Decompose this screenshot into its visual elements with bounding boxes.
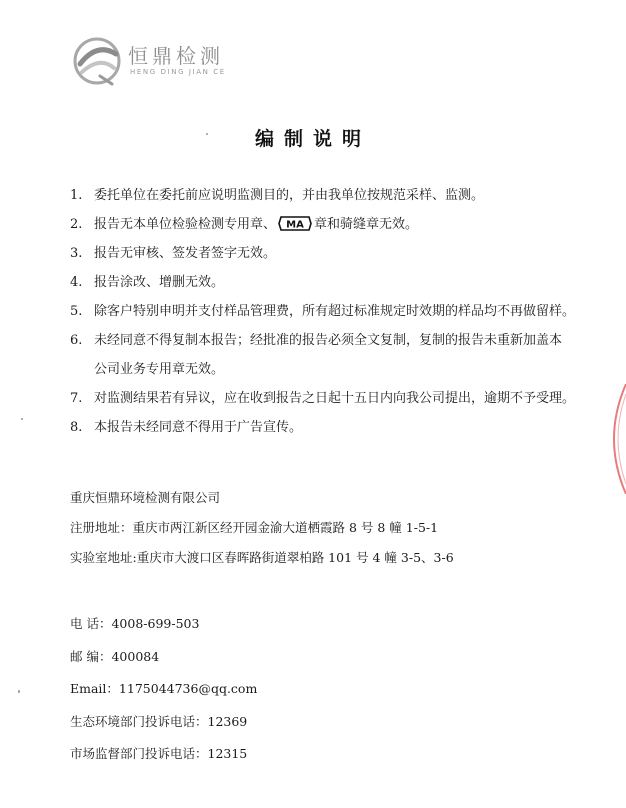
scan-speck: [21, 418, 23, 420]
note-text: 报告涂改、增删无效。: [94, 275, 225, 290]
lab-address: 实验室地址:重庆市大渡口区春晖路街道翠柏路 101 号 4 幢 3-5、3-6: [70, 550, 454, 565]
red-stamp-edge-icon: [596, 384, 626, 494]
company-name: 重庆恒鼎环境检测有限公司: [70, 490, 221, 505]
company-logo: [70, 34, 250, 90]
note-text: 除客户特别申明并支付样品管理费，所有超过标准规定时效期的样品均不再做留样。: [94, 304, 576, 319]
company-info: [70, 483, 454, 573]
scan-speck: [206, 133, 208, 135]
note-item-1: [70, 181, 570, 210]
note-number: 7.: [70, 391, 83, 406]
eco-complaint-phone: 生态环境部门投诉电话：12369: [70, 713, 248, 729]
logo-text-en: HENG DING JIAN CE: [130, 68, 226, 76]
note-item-6: [70, 326, 570, 384]
cma-mark-icon: [278, 216, 312, 231]
note-text: 报告无本单位检验检测专用章、: [94, 217, 277, 232]
note-item-3: [70, 239, 570, 268]
logo-text-cn: 恒鼎检测: [128, 44, 224, 68]
notes-list: [70, 181, 576, 442]
note-number: 5.: [70, 304, 83, 319]
note-number: 4.: [70, 275, 83, 290]
scan-speck: [18, 690, 20, 693]
note-text: 委托单位在委托前应说明监测目的，并由我单位按规范采样、监测。: [94, 188, 485, 203]
email-address: Email：1175044736@qq.com: [70, 681, 258, 696]
postcode: 邮 编：400084: [70, 648, 160, 664]
cma-mark-text: MA: [286, 219, 304, 231]
note-text: 对监测结果若有异议，应在收到报告之日起十五日内向我公司提出，逾期不予受理。: [94, 391, 576, 406]
note-item-5: [70, 297, 576, 326]
note-number: 3.: [70, 246, 83, 261]
note-text: 章和骑缝章无效。: [314, 217, 419, 232]
contact-info: [70, 608, 257, 771]
note-item-8: [70, 413, 570, 442]
note-item-7: [70, 384, 576, 413]
note-text: 本报告未经同意不得用于广告宣传。: [94, 420, 303, 435]
phone-number: 电 话：4008-699-503: [70, 616, 200, 631]
note-number: 8.: [70, 420, 83, 435]
logo-emblem-icon: [70, 34, 124, 88]
page-title: 编制说明: [254, 128, 371, 150]
note-number: 6.: [70, 333, 83, 348]
note-text: 未经同意不得复制本报告；经批准的报告必须全文复制，复制的报告未重新加盖本: [94, 333, 563, 348]
note-number: 1.: [70, 188, 83, 203]
market-complaint-phone: 市场监督部门投诉电话：12315: [70, 746, 248, 761]
note-text: 报告无审核、签发者签字无效。: [94, 246, 277, 261]
note-text-continuation: 公司业务专用章无效。: [94, 362, 225, 377]
note-number: 2.: [70, 217, 83, 232]
note-item-4: [70, 268, 570, 297]
note-item-2: [70, 210, 570, 239]
registered-address: 注册地址：重庆市两江新区经开园金渝大道栖霞路 8 号 8 幢 1-5-1: [70, 520, 439, 535]
